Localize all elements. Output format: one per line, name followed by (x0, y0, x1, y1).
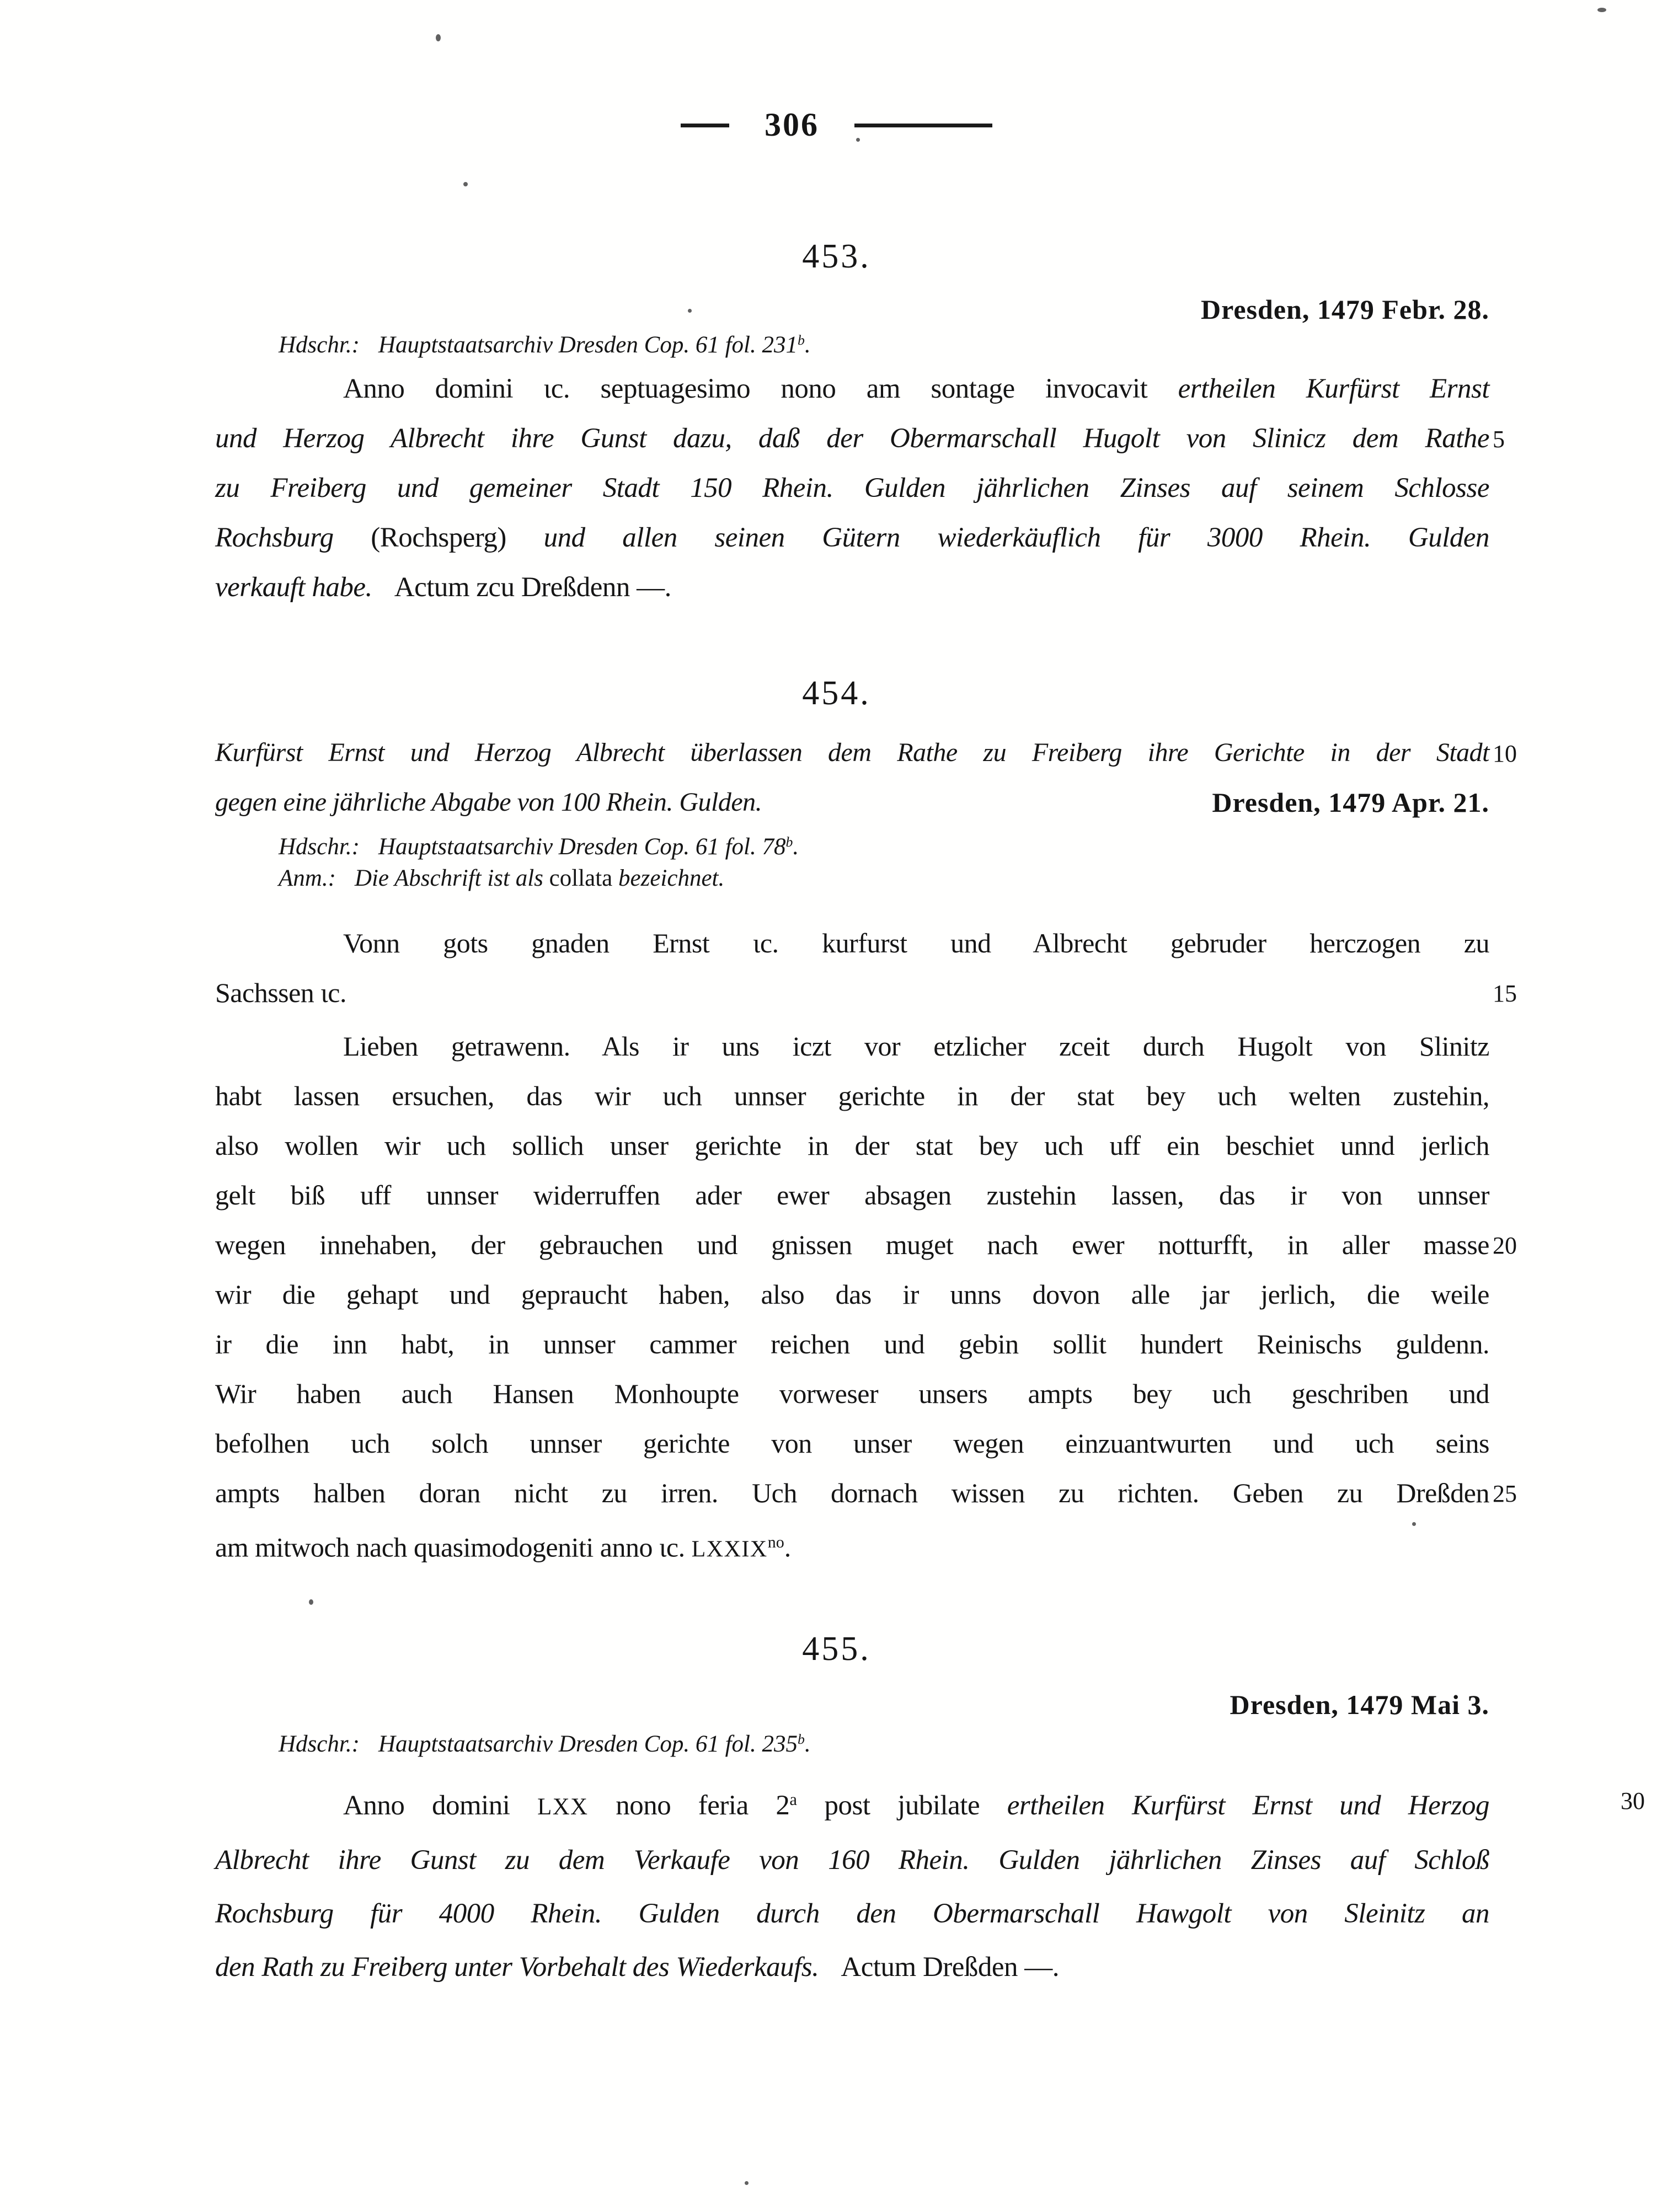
summary-italic-run: gegen eine jährliche Abgabe von 100 Rhein. Gulden. (215, 788, 762, 817)
regest-italic-run: und Herzog Albrecht ihre Gunst dazu, daß der Obermarschall Hugolt von Slinicz dem Rathe (215, 423, 1489, 454)
text-line (215, 414, 1505, 463)
body-run: wir die gehapt und gepraucht haben, also das ir unns dovon alle jar jerlich, die weile (215, 1279, 1489, 1310)
source-label: Hdschr.: (279, 332, 360, 358)
body-run: befolhen uch solch unnser gerichte von unser wegen einzuantwurten und uch seins (215, 1428, 1489, 1459)
text-line (215, 778, 1489, 827)
doc-454-body-p2 (215, 1021, 1517, 1574)
source-label: Hdschr.: (279, 834, 360, 860)
regest-italic-run: den Rath zu Freiberg unter Vorbehalt des Wiederkaufs. (215, 1951, 819, 1983)
doc-453-date: Dresden, 1479 Febr. 28. (1201, 294, 1489, 325)
scan-speck (436, 34, 441, 41)
rule-segment (854, 124, 992, 127)
text-line (215, 918, 1489, 968)
regest-italic-run: Rochsburg für 4000 Rhein. Gulden durch den Obermarschall Hawgolt von Sleinitz an (215, 1898, 1489, 1929)
body-run: gelt biß uff unnser widerruffen ader ewer absagen zustehin lassen, das ir von unnser (215, 1180, 1489, 1211)
scan-speck (1412, 1522, 1416, 1526)
source-text: Hauptstaatsarchiv Dresden Cop. 61 fol. 235 (378, 1731, 798, 1758)
margin-line-number: 10 (1493, 740, 1517, 767)
body-run: Lieben getrawenn. Als ir uns iczt vor etzlicher zceit durch Hugolt von Slinitz (343, 1031, 1489, 1062)
doc-455-date: Dresden, 1479 Mai 3. (1230, 1689, 1489, 1720)
source-end: . (804, 332, 811, 358)
annotation-roman-run: collata (549, 865, 613, 892)
source-end: . (804, 1731, 811, 1758)
source-end: . (793, 834, 799, 860)
page-number: 306 (765, 106, 819, 143)
source-text: Hauptstaatsarchiv Dresden Cop. 61 fol. 231 (378, 332, 798, 358)
scan-speck (1597, 8, 1606, 12)
doc-453-regest (215, 364, 1505, 612)
doc-454-number: 454. (802, 674, 871, 712)
body-run: Wir haben auch Hansen Monhoupte vorweser unsers ampts bey uch geschriben und (215, 1378, 1489, 1409)
regest-italic-run: und allen seinen Gütern wiederkäuflich für 3000 Rhein. Gulden (543, 522, 1489, 553)
doc-454-source (279, 826, 1437, 894)
regest-italic-run: Albrecht ihre Gunst zu dem Verkaufe von 160 Rhein. Gulden jährlichen Zinses auf Schloß (215, 1844, 1489, 1876)
text-line (215, 1887, 1489, 1941)
doc-455-dateline (215, 1689, 1489, 1721)
body-run: ampts halben doran nicht zu irren. Uch dornach wissen zu richten. Geben zu Dreßden (215, 1477, 1489, 1508)
doc-455-regest (215, 1773, 1645, 1994)
margin-line-number: 25 (1493, 1480, 1517, 1507)
margin-line-number: 15 (1493, 980, 1517, 1007)
text-line (215, 563, 1489, 612)
roman-numeral-smallcaps: LXX (537, 1793, 589, 1820)
margin-line-number: 5 (1493, 426, 1505, 453)
scan-speck (463, 182, 468, 186)
body-run: Vonn gots gnaden Ernst ɩc. kurfurst und Albrecht gebruder herczogen zu (343, 928, 1489, 958)
body-run: am mitwoch nach quasimodogeniti anno ɩc. (215, 1531, 692, 1563)
doc-455-source (279, 1723, 1437, 1760)
regest-italic-run: ertheilen Kurfürst Ernst (1178, 373, 1489, 404)
doc-454-body-p1 (215, 918, 1517, 1017)
source-label: Hdschr.: (279, 1731, 360, 1758)
feria-superscript: a (789, 1790, 797, 1809)
text-line (215, 513, 1489, 563)
text-line (215, 728, 1517, 778)
header-left-rule (681, 120, 729, 130)
text-line (215, 1941, 1489, 1994)
text-line (215, 1071, 1489, 1121)
scan-speck (856, 138, 860, 142)
regest-roman-run: Anno domini (343, 1790, 538, 1821)
body-run: Sachssen ɩc. (215, 977, 346, 1008)
text-line (215, 1121, 1489, 1170)
regest-italic-run: ertheilen Kurfürst Ernst und Herzog (1007, 1790, 1489, 1821)
summary-italic-run: Kurfürst Ernst und Herzog Albrecht überlassen dem Rathe zu Freiberg ihre Gerichte in der Stadt (215, 738, 1489, 767)
roman-numeral-smallcaps: LXXIX (691, 1536, 768, 1562)
page-header (0, 106, 1673, 144)
source-folio-sup: b (797, 332, 805, 348)
text-line (215, 1518, 1489, 1574)
doc-453-number: 453. (802, 238, 871, 275)
doc-453-source (279, 324, 1437, 361)
text-line (215, 1170, 1489, 1220)
doc-454-summary (215, 728, 1517, 827)
rule-segment (704, 124, 729, 127)
margin-line-number: 20 (1493, 1232, 1517, 1259)
source-folio-sup: b (797, 1731, 805, 1747)
text-line (215, 1319, 1489, 1369)
text-line (215, 1021, 1489, 1071)
annotation-italic-run: bezeichnet. (612, 865, 725, 892)
scan-speck (309, 1599, 313, 1605)
source-text: Hauptstaatsarchiv Dresden Cop. 61 fol. 78 (378, 834, 786, 860)
doc-453-dateline (215, 293, 1489, 325)
annotation-line (279, 863, 1437, 894)
doc-455-number: 455. (802, 1630, 871, 1668)
body-run: . (784, 1531, 791, 1563)
regest-roman-run: nono feria 2 (588, 1790, 790, 1821)
text-line (215, 463, 1489, 513)
body-run: wegen innehaben, der gebrauchen und gnissen muget nach ewer notturfft, in aller masse (215, 1229, 1489, 1260)
body-run: also wollen wir uch sollich unser gerichte in der stat bey uch uff ein beschiet unnd jerlich (215, 1130, 1489, 1161)
scan-speck (688, 309, 692, 313)
regest-roman-run: (Rochsperg) (371, 522, 544, 553)
source-line (279, 826, 1437, 863)
text-line (215, 968, 1517, 1017)
text-line (215, 364, 1489, 414)
source-folio-sup: b (785, 834, 793, 850)
margin-line-number: 30 (1621, 1787, 1645, 1814)
ordinal-superscript: no (767, 1533, 784, 1551)
text-line (215, 1369, 1489, 1418)
regest-roman-run: post jubilate (797, 1790, 1007, 1821)
doc-454-date: Dresden, 1479 Apr. 21. (1212, 787, 1489, 818)
regest-italic-run: verkauft habe. (215, 572, 372, 603)
scan-speck (745, 2181, 749, 2185)
regest-italic-run: zu Freiberg und gemeiner Stadt 150 Rhein. Gulden jährlichen Zinses auf seinem Schlosse (215, 473, 1489, 504)
annotation-label: Anm.: (279, 865, 336, 892)
annotation-italic-run: Die Abschrift ist als (354, 865, 549, 892)
text-line (215, 1834, 1489, 1887)
text-line (215, 1468, 1517, 1518)
regest-italic-run: Rochsburg (215, 522, 371, 553)
regest-roman-run: Anno domini ɩc. septuagesimo nono am sontage invocavit (343, 373, 1178, 404)
text-line (215, 1270, 1489, 1319)
actum-roman-run: Actum zcu Dreßdenn —. (394, 572, 671, 603)
header-right-rule (854, 120, 992, 130)
body-run: ir die inn habt, in unnser cammer reichen und gebin sollit hundert Reinischs guldenn. (215, 1329, 1489, 1359)
body-run: habt lassen ersuchen, das wir uch unnser gerichte in der stat bey uch welten zustehin, (215, 1080, 1489, 1111)
text-line (215, 1220, 1517, 1270)
text-line (215, 1773, 1645, 1834)
actum-roman-run: Actum Dreßden —. (841, 1951, 1060, 1983)
text-line (215, 1418, 1489, 1468)
